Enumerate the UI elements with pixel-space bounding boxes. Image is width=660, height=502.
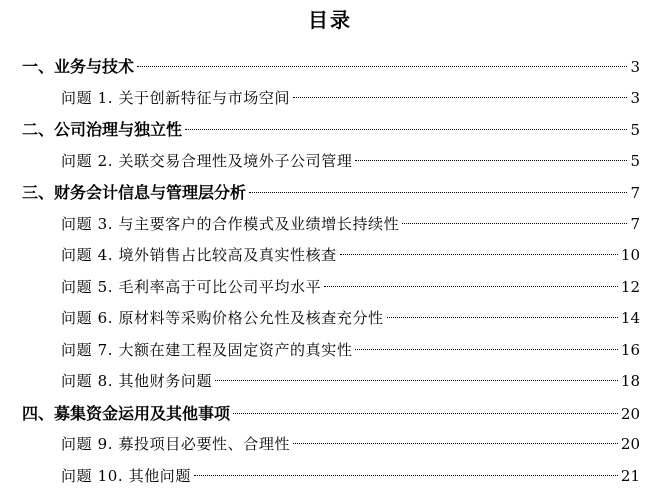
dot-leader <box>293 97 627 98</box>
toc-page-number: 18 <box>620 372 640 390</box>
dot-leader <box>355 349 617 350</box>
toc-entry-text: 问题 3. 与主要客户的合作模式及业绩增长持续性 <box>61 214 400 233</box>
dot-leader <box>324 286 618 287</box>
toc-page-number: 3 <box>630 88 640 107</box>
toc-question-2[interactable] <box>0 146 660 178</box>
toc-question-9[interactable] <box>0 429 660 461</box>
dot-leader <box>387 317 618 318</box>
dot-leader <box>355 160 627 161</box>
toc-page-number: 16 <box>620 340 640 359</box>
toc-entry-text: 问题 10. 其他问题 <box>61 466 191 485</box>
toc-entry-text: 问题 5. 毛利率高于可比公司平均水平 <box>61 277 322 296</box>
dot-leader <box>233 413 618 414</box>
toc-page-number: 12 <box>620 277 640 296</box>
toc-section-3[interactable] <box>0 177 660 209</box>
toc-question-7[interactable] <box>0 335 660 367</box>
toc-entry-text: 问题 4. 境外销售占比较高及真实性核查 <box>61 246 337 264</box>
dot-leader <box>137 66 627 67</box>
toc-section-2[interactable] <box>0 114 660 146</box>
toc-page-number: 20 <box>620 404 640 423</box>
toc-title: 目录 <box>308 8 352 32</box>
dot-leader <box>249 192 627 193</box>
toc-entry-text: 问题 2. 关联交易合理性及境外子公司管理 <box>61 151 353 170</box>
toc-page-number: 5 <box>630 121 640 139</box>
toc-entry-text: 问题 7. 大额在建工程及固定资产的真实性 <box>61 340 353 359</box>
toc-page-number: 5 <box>630 151 640 170</box>
toc-page-number: 20 <box>620 435 640 453</box>
toc-page-number: 7 <box>630 184 640 202</box>
toc-page-number: 3 <box>630 58 640 76</box>
toc-entry-text: 问题 1. 关于创新特征与市场空间 <box>61 88 291 107</box>
toc-section-1[interactable] <box>0 51 660 83</box>
toc-entry-text: 三、财务会计信息与管理层分析 <box>22 183 247 202</box>
toc-entry-text: 二、公司治理与独立性 <box>22 120 183 139</box>
dot-leader <box>402 223 627 224</box>
toc-page-number: 21 <box>620 466 640 485</box>
toc-entry-text: 问题 6. 原材料等采购价格公允性及核查充分性 <box>61 309 384 327</box>
dot-leader <box>293 443 618 444</box>
toc-entry-text: 问题 9. 募投项目必要性、合理性 <box>61 435 291 453</box>
toc-question-4[interactable] <box>0 240 660 272</box>
toc-question-10[interactable] <box>0 461 660 493</box>
dot-leader <box>185 129 627 130</box>
toc-page-number: 7 <box>630 214 640 233</box>
toc-page-number: 10 <box>620 246 640 264</box>
toc-question-5[interactable] <box>0 272 660 304</box>
dot-leader <box>215 380 618 381</box>
toc-entry-text: 一、业务与技术 <box>22 57 135 76</box>
toc-page-number: 14 <box>620 309 640 327</box>
toc-question-6[interactable] <box>0 303 660 335</box>
toc-question-8[interactable] <box>0 366 660 398</box>
toc-question-1[interactable] <box>0 83 660 115</box>
dot-leader <box>194 475 618 476</box>
toc-list <box>0 51 660 492</box>
toc-question-3[interactable] <box>0 209 660 241</box>
toc-entry-text: 问题 8. 其他财务问题 <box>61 372 213 390</box>
toc-section-4[interactable] <box>0 398 660 430</box>
dot-leader <box>340 254 618 255</box>
toc-entry-text: 四、募集资金运用及其他事项 <box>22 403 231 423</box>
